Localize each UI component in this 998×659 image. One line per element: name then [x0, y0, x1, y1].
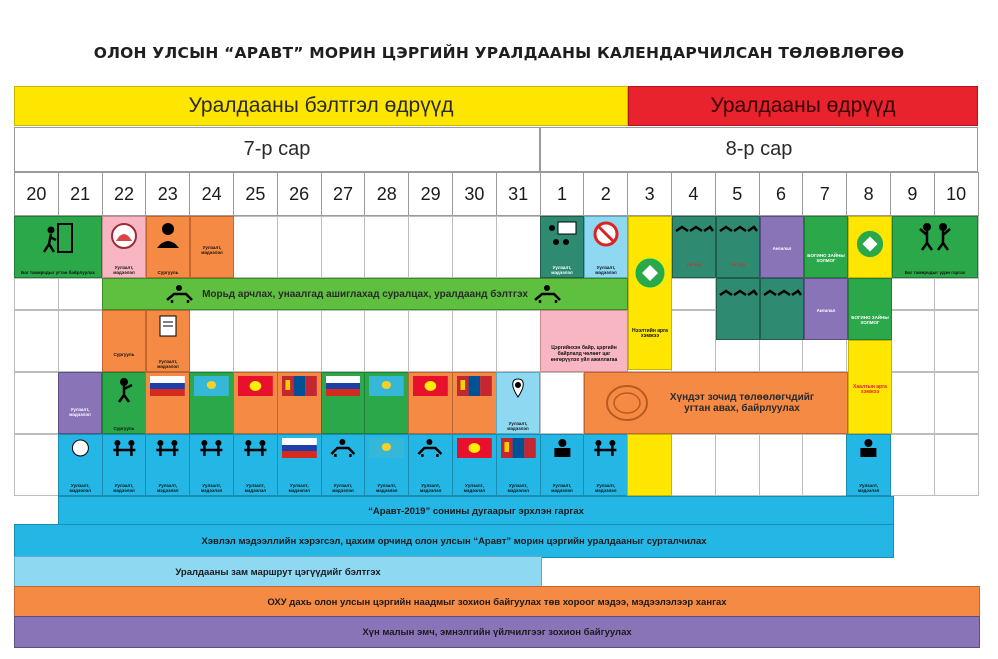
grid-cell	[890, 278, 935, 310]
day-cell: 6	[759, 172, 804, 216]
group-icon	[588, 438, 623, 458]
day-cell: 21	[58, 172, 103, 216]
cavalry-icon	[674, 221, 714, 235]
activity-cell	[321, 434, 366, 496]
month-july-label: 7-р сар	[243, 138, 311, 160]
bar-horse-training	[102, 278, 628, 310]
grid-cell	[277, 216, 322, 278]
activity-cell-text: Уулзалт, мэдээлэл	[200, 483, 223, 493]
day-cell: 3	[627, 172, 672, 216]
grid-cell	[540, 372, 585, 434]
phase-prep-label: Уралдааны бэлтгэл өдрүүд	[188, 94, 454, 117]
activity-cell-text: Уулзалт, мэдээлэл	[419, 483, 442, 493]
activity-cell	[189, 434, 234, 496]
event-2-top	[584, 216, 628, 278]
event-24-top-text: Уулзалт, мэдээлэл	[201, 245, 223, 255]
day-cell: 31	[496, 172, 541, 216]
opening-row5-cell	[627, 434, 672, 496]
bar-media	[14, 524, 894, 558]
event-22-r3-text: Сургууль	[113, 352, 135, 357]
grid-cell	[14, 372, 59, 434]
flag-cell-mn	[277, 372, 322, 434]
grid-cell	[14, 310, 59, 372]
phase-race	[628, 86, 978, 126]
bar-newsletter	[58, 496, 894, 526]
day-cell: 10	[934, 172, 979, 216]
phase-prep	[14, 86, 628, 126]
soldier-icon	[113, 377, 135, 403]
grid-cell	[934, 434, 979, 496]
grid-cell	[233, 216, 278, 278]
day-cell: 25	[233, 172, 278, 216]
race-7-mid-text: Ангилал	[816, 308, 836, 313]
speaker-icon	[545, 438, 580, 458]
flag-cell-kz	[189, 372, 234, 434]
bar-vet	[14, 616, 980, 648]
grid-cell	[14, 278, 59, 310]
activity-cell-text: Уулзалт, мэдээлэл	[463, 483, 486, 493]
race-8-mid-text: БОГИНО ЗАЙНЫ ХОЛМОГ	[851, 315, 889, 325]
flag-kg-icon	[238, 376, 273, 396]
event-22-top-text: Уулзалт, мэдээлэл	[113, 265, 135, 275]
race-8-top	[848, 216, 892, 278]
grid-cell	[408, 310, 453, 372]
day-cell: 24	[189, 172, 234, 216]
farewell-icon	[915, 221, 955, 251]
day-cell: 28	[364, 172, 409, 216]
grid-cell	[277, 310, 322, 372]
activity-cell-text: Уулзалт, мэдээлэл	[376, 483, 398, 493]
flag-ru-icon	[150, 376, 185, 396]
grid-cell	[452, 310, 497, 372]
stamp-icon	[605, 383, 649, 423]
group-icon	[150, 438, 185, 458]
flag-kz-icon	[369, 376, 404, 396]
event-31-r4	[496, 372, 540, 434]
bar-vet-label: Хүн малын эмч, эмнэлгийн үйлчилгээг зохион байгуулах	[362, 626, 632, 638]
event-23-r3	[146, 310, 190, 372]
event-23-top	[146, 216, 190, 278]
people-icon	[238, 438, 273, 458]
day-cell: 4	[671, 172, 716, 216]
race-6-mid	[760, 278, 804, 340]
race-4-top-text: Ач хүү	[686, 262, 702, 267]
grid-cell	[671, 278, 716, 310]
presentation-icon	[546, 220, 578, 250]
grid-cell	[364, 216, 409, 278]
flag-cell-ru	[145, 372, 190, 434]
grid-cell	[715, 434, 760, 496]
activity-cell	[496, 434, 541, 496]
grid-cell	[890, 372, 935, 434]
bar-route-label: Уралдааны зам маршрут цэгүүдийг бэлтгэх	[175, 566, 381, 578]
door-person-icon	[41, 222, 75, 256]
activity-cell-text: Уулзалт, мэдээлэл	[332, 483, 354, 493]
race-5-top-text: Ач хүү	[730, 262, 746, 267]
page-title: ОЛОН УЛСЫН “АРАВТ” МОРИН ЦЭРГИЙН УРАЛДААНЫ КАЛЕНДАРЧИЛСАН ТӨЛӨВЛӨГӨӨ	[93, 44, 905, 62]
cavalry-icon	[718, 221, 758, 235]
event-22-r3	[102, 310, 146, 372]
event-arrival	[14, 216, 102, 278]
flag-mn-icon	[457, 376, 492, 396]
month-july	[14, 127, 540, 172]
race-8-mid	[848, 278, 892, 340]
grid-cell	[934, 310, 979, 372]
grid-cell	[890, 434, 935, 496]
activity-cell-text: Уулзалт, мэдээлэл	[113, 483, 135, 493]
grid-cell	[58, 278, 103, 310]
people-icon	[194, 438, 229, 458]
grid-cell	[408, 216, 453, 278]
flag-cell-kg	[408, 372, 453, 434]
activity-cell	[364, 434, 409, 496]
race-7-mid	[804, 278, 848, 340]
activity-cell	[452, 434, 497, 496]
day-cell: 26	[277, 172, 322, 216]
event-24-top	[190, 216, 234, 278]
flag-mn-icon	[501, 438, 536, 458]
bar-hq	[14, 586, 980, 618]
activity-cell-text: Уулзалт, мэдээлэл	[551, 483, 573, 493]
race-4-top	[672, 216, 716, 278]
day-cell: 29	[408, 172, 453, 216]
flag-cell-kg	[233, 372, 278, 434]
activity-cell-text: Уулзалт, мэдээлэл	[288, 483, 310, 493]
grid-cell	[759, 434, 804, 496]
grid-cell	[14, 434, 59, 496]
race-7-top	[804, 216, 848, 278]
event-opening-text: Нээлтийн арга хэмжээ	[632, 328, 668, 339]
bar-newsletter-label: “Аравт-2019” сонины дугаарыг эрхлэн гаргах	[368, 505, 584, 517]
flag-mn-icon	[282, 376, 317, 396]
day-cell: 20	[14, 172, 59, 216]
activity-cell-text: Уулзалт, мэдээлэл	[244, 483, 267, 493]
badge-icon	[63, 438, 98, 458]
event-closing-text: Хаалтын арга хэмжээ	[853, 384, 887, 395]
flag-kz-icon	[194, 376, 229, 396]
event-22-r4	[102, 372, 146, 434]
activity-cell	[233, 434, 278, 496]
event-departure	[892, 216, 978, 278]
grid-cell	[671, 434, 716, 496]
month-aug	[540, 127, 978, 172]
day-cell: 9	[890, 172, 935, 216]
event-opening	[628, 216, 672, 370]
day-cell: 8	[846, 172, 891, 216]
activity-cell-text: Уулзалт, мэдээлэл	[157, 483, 179, 493]
grid-cell	[496, 310, 541, 372]
grid-cell	[321, 216, 366, 278]
grid-cell	[890, 310, 935, 372]
grid-cell	[58, 310, 103, 372]
emblem-icon	[855, 229, 885, 259]
document-icon	[159, 315, 177, 337]
rider-icon	[326, 438, 361, 458]
activity-cell-text: Уулзалт, мэдээлэл	[857, 483, 880, 493]
event-22-r4-text: Сургууль	[113, 426, 135, 431]
activity-cell	[408, 434, 453, 496]
emblem-icon	[634, 257, 666, 289]
grid-cell	[934, 278, 979, 310]
grid-cell	[934, 372, 979, 434]
event-21-r4-text: Уулзалт, мэдээлэл	[69, 407, 91, 417]
flag-kg-icon	[413, 376, 448, 396]
bar-media-label: Хэвлэл мэдээллийн хэрэгсэл, цахим орчинд олон улсын “Аравт” морин цэргийн уралдааныг сурталчилах	[201, 535, 707, 547]
day-cell: 22	[102, 172, 147, 216]
activity-cell-text: Уулзалт, мэдээлэл	[507, 483, 529, 493]
event-22-top	[102, 216, 146, 278]
activity-cell	[58, 434, 103, 496]
race-6-top-text: Ангилал	[772, 246, 792, 251]
activity-cell	[102, 434, 147, 496]
flag-ru-icon	[282, 438, 317, 458]
group-icon	[107, 438, 142, 458]
grid-cell	[671, 310, 716, 372]
day-cell: 1	[540, 172, 585, 216]
cavalry-icon	[413, 438, 448, 458]
event-1-top	[540, 216, 584, 278]
day-cell: 5	[715, 172, 760, 216]
map-pin-icon	[507, 377, 529, 401]
bar-hq-label: ОХУ дахь олон улсын цэргийн наадмыг зохион байгуулах төв хороог мэдээ, мэдээлэлээр хангах	[267, 596, 727, 608]
flag-kg-icon	[457, 438, 492, 458]
dome-icon	[109, 221, 139, 251]
phase-race-label: Уралдааны өдрүүд	[710, 94, 896, 117]
flag-cell-kz	[364, 372, 409, 434]
event-21-r4	[58, 372, 102, 434]
speaker-icon	[851, 438, 886, 458]
event-arrival-text: Баг тамирчдыг угтан байрлуулах	[20, 270, 96, 275]
event-1-top-text: Уулзалт, мэдээлэл	[551, 265, 573, 275]
flag-cell-mn	[452, 372, 497, 434]
event-31-r4-text: Уулзалт, мэдээлэл	[507, 421, 529, 431]
race-5-mid	[716, 278, 760, 340]
race-5-top	[716, 216, 760, 278]
activity-cell	[846, 434, 891, 496]
activity-cell	[277, 434, 322, 496]
activity-cell	[145, 434, 190, 496]
activity-cell	[540, 434, 585, 496]
officer-icon	[154, 220, 182, 250]
grid-cell	[802, 434, 847, 496]
event-23-r3-text: Уулзалт, мэдээлэл	[157, 359, 179, 369]
day-cell: 2	[583, 172, 628, 216]
activity-cell	[583, 434, 628, 496]
event-camp-text: Цэргийнхэн байр, цэргийн байрлалд чөлөөт цаг өнгөрүүлэх үйл ажиллагаа	[550, 345, 618, 363]
event-closing	[848, 340, 892, 434]
race-6-top	[760, 216, 804, 278]
day-cell: 23	[145, 172, 190, 216]
month-aug-label: 8-р сар	[725, 138, 793, 160]
flag-kz-icon	[369, 438, 404, 458]
bar-guests	[584, 372, 848, 434]
bar-guests-label: Хүндэт зочид төлөөлөгчдийг угтан авах, байрлуулах	[669, 392, 815, 414]
grid-cell	[321, 310, 366, 372]
grid-cell	[189, 310, 234, 372]
race-7-top-text: БОГИНО ЗАЙНЫ ХОЛМОГ	[807, 253, 845, 263]
flag-cell-ru	[321, 372, 366, 434]
bar-horse-training-label: Морьд арчлах, унаалгад ашиглахад суралцах, уралдаанд бэлтгэх	[202, 288, 528, 300]
grid-cell	[452, 216, 497, 278]
event-camp	[540, 310, 628, 372]
day-cell: 30	[452, 172, 497, 216]
grid-cell	[233, 310, 278, 372]
grid-cell	[364, 310, 409, 372]
bar-route	[14, 556, 542, 588]
day-cell: 7	[802, 172, 847, 216]
day-cell: 27	[321, 172, 366, 216]
activity-cell-text: Уулзалт, мэдээлэл	[595, 483, 617, 493]
grid-cell	[496, 216, 541, 278]
activity-cell-text: Уулзалт, мэдээлэл	[69, 483, 91, 493]
event-23-top-text: Сургууль	[157, 270, 179, 275]
event-departure-text: Баг тамирчдыг үдэн гаргах	[904, 270, 966, 275]
rider-icon	[532, 284, 566, 304]
event-2-top-text: Уулзалт, мэдээлэл	[595, 265, 617, 275]
no-entry-icon	[593, 221, 619, 247]
cavalry-icon	[762, 285, 802, 299]
rider-icon	[164, 284, 198, 304]
cavalry-icon	[718, 285, 758, 299]
flag-ru-icon	[326, 376, 361, 396]
